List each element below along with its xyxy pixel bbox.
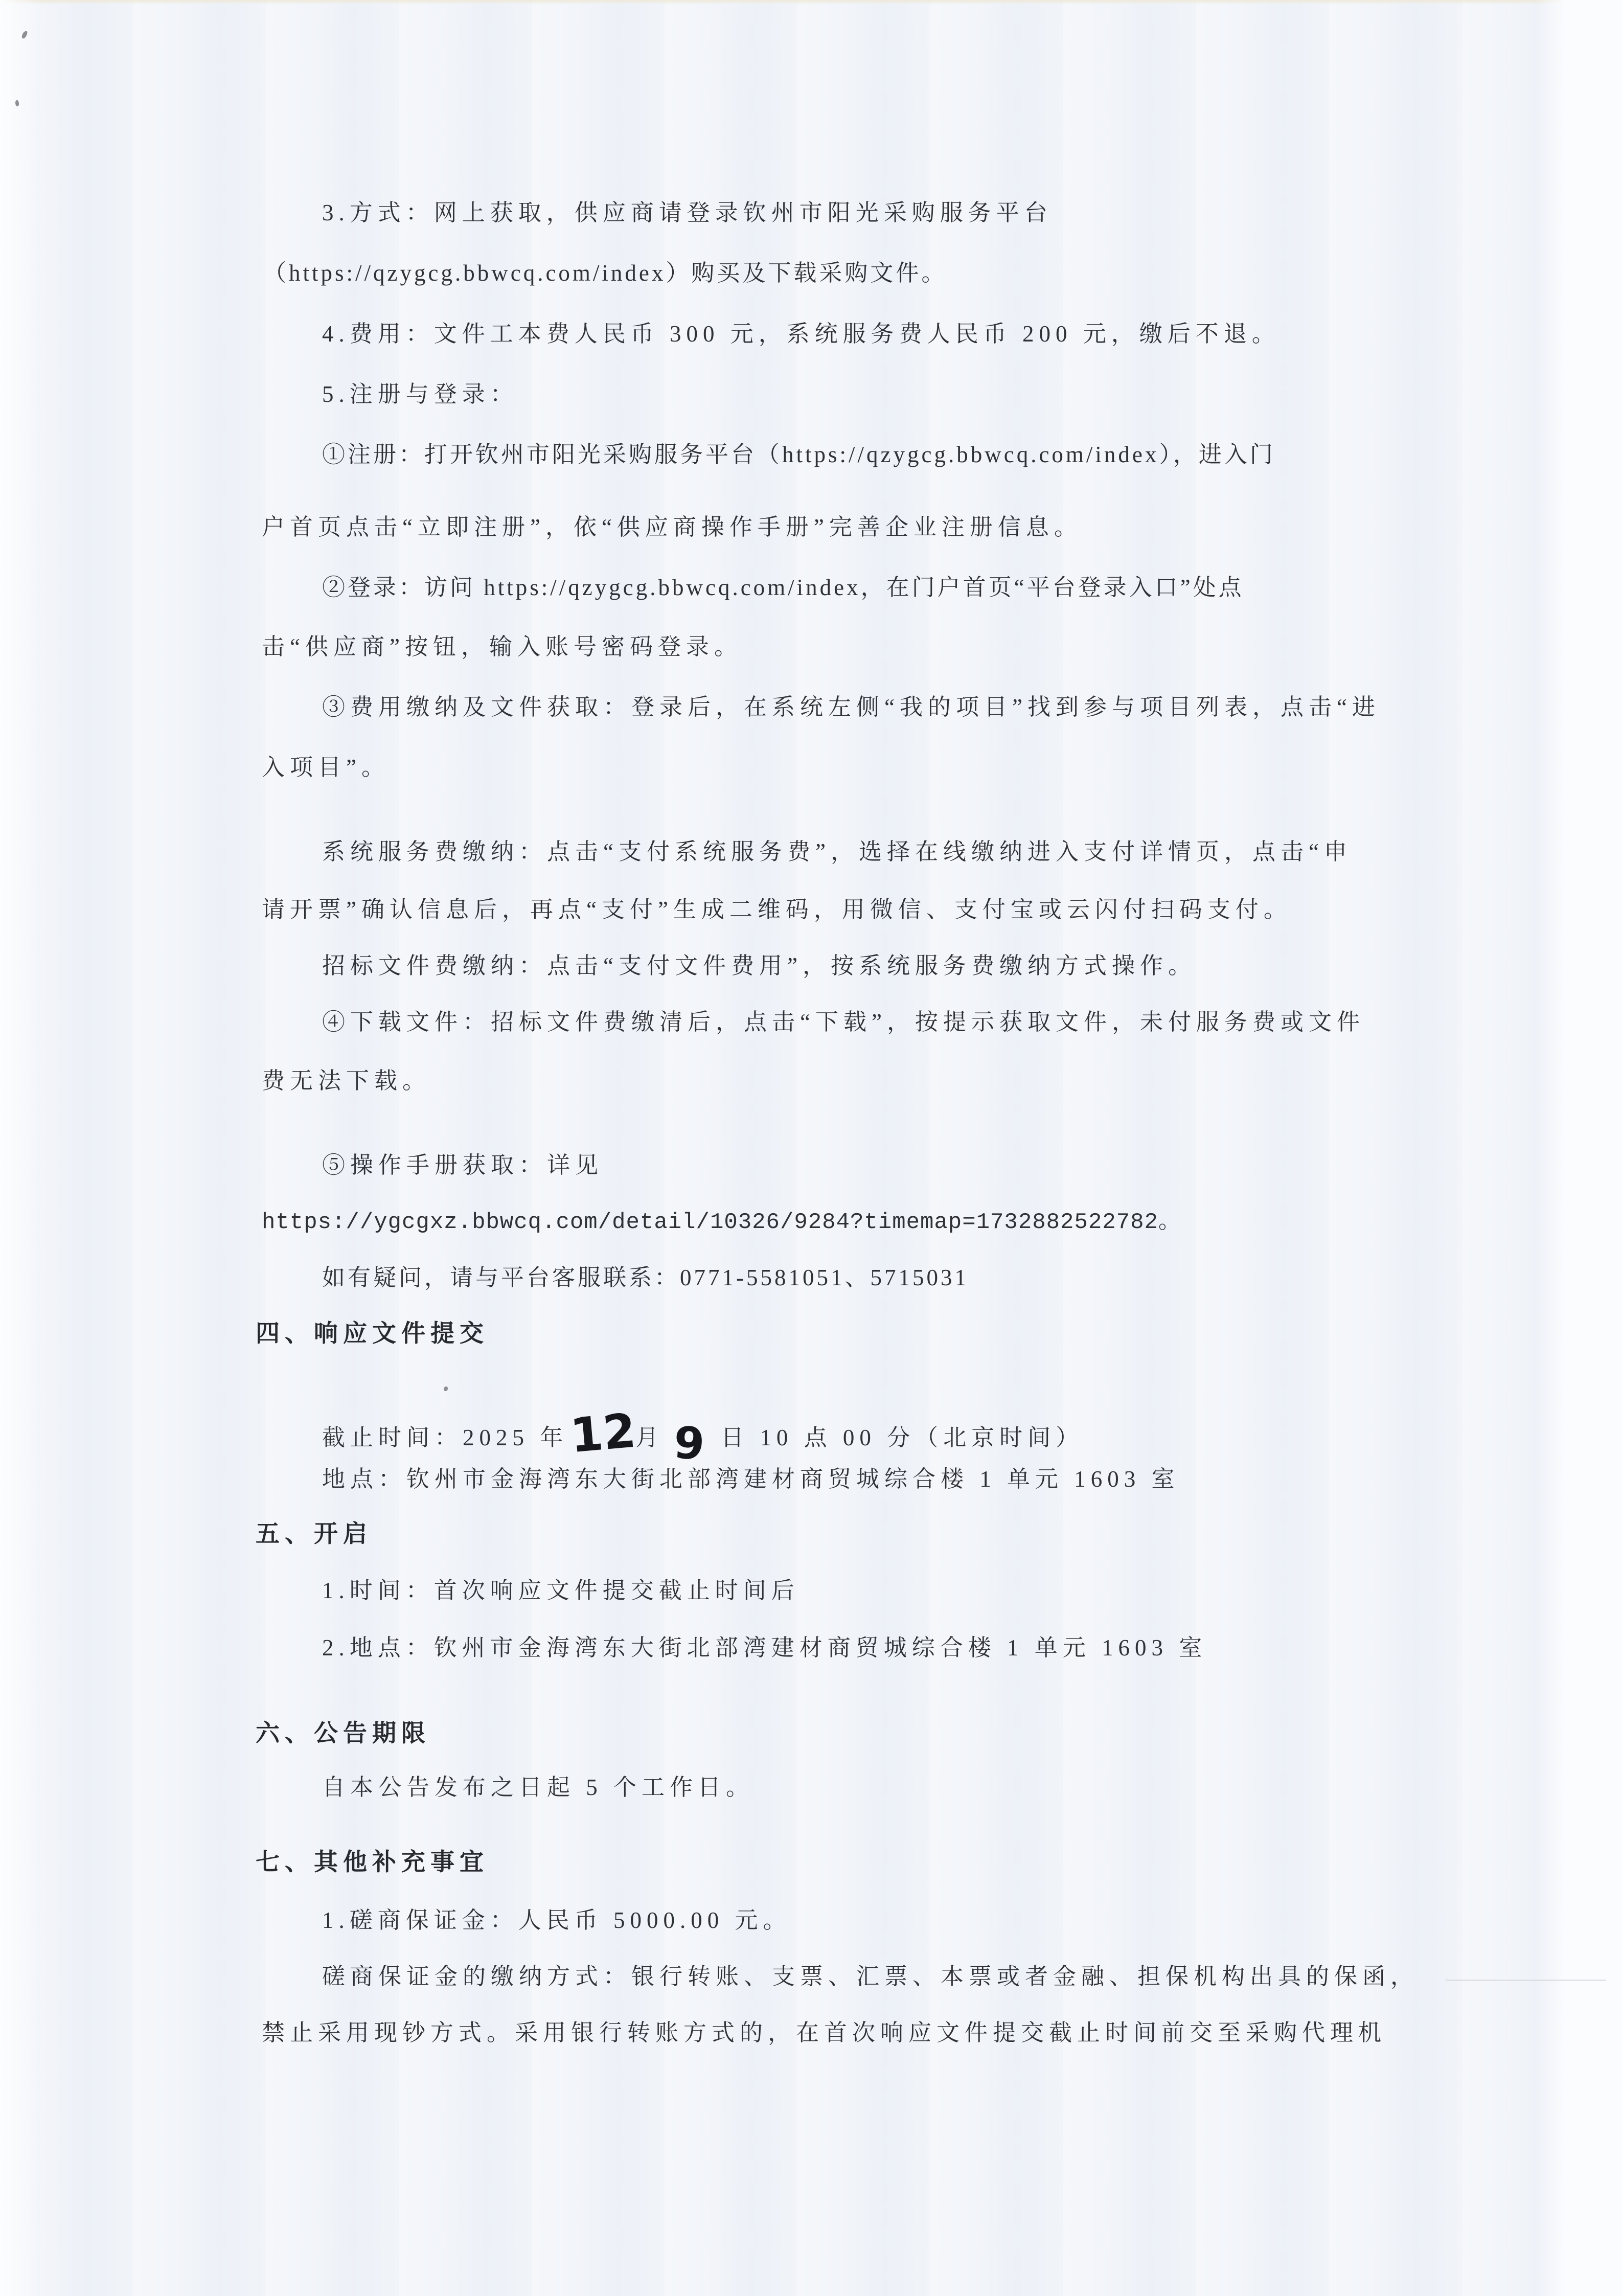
scan-fold-line (1446, 1980, 1606, 1981)
text-line: 系统服务费缴纳：点击“支付系统服务费”，选择在线缴纳进入支付详情页，点击“申 (322, 839, 1352, 865)
scan-left-edge-strip (0, 0, 41, 2296)
text-line: 3.方式：网上获取，供应商请登录钦州市阳光采购服务平台 (322, 200, 1053, 225)
text-line: 4.费用：文件工本费人民币 300 元，系统服务费人民币 200 元，缴后不退。 (322, 321, 1280, 347)
handwritten-day: 9 (672, 1417, 706, 1470)
text-line: ①注册：打开钦州市阳光采购服务平台（https://qzygcg.bbwcq.com/index），进入门 (322, 442, 1275, 467)
text-line: ②登录：访问 https://qzygcg.bbwcq.com/index，在门户首页“平台登录入口”处点 (322, 575, 1244, 600)
text-line: 禁止采用现钞方式。采用银行转账方式的，在首次响应文件提交截止时间前交至采购代理机 (262, 2020, 1387, 2045)
deadline-suffix: 日 10 点 00 分（北京时间） (721, 1425, 1084, 1450)
text-line: 费无法下载。 (262, 1068, 431, 1094)
text-line: ④下载文件：招标文件费缴清后，点击“下载”，按提示获取文件，未付服务费或文件 (322, 1009, 1365, 1035)
section-heading-5: 五、开启 (256, 1521, 372, 1548)
text-line: （https://qzygcg.bbwcq.com/index）购买及下载采购文件。 (263, 260, 947, 286)
manual-url-line: https://ygcgxz.bbwcq.com/detail/10326/9284?timemap=1732882522782。 (262, 1210, 1181, 1235)
scan-speck (444, 1386, 448, 1391)
scan-right-edge-strip (1535, 0, 1622, 2296)
section-heading-6: 六、公告期限 (256, 1720, 430, 1747)
deadline-month-unit: 月 (635, 1425, 664, 1450)
text-line: 请开票”确认信息后，再点“支付”生成二维码，用微信、支付宝或云闪付扫码支付。 (262, 897, 1292, 922)
support-phone-line: 如有疑问，请与平台客服联系：0771-5581051、5715031 (322, 1265, 969, 1290)
section-heading-7: 七、其他补充事宜 (256, 1849, 489, 1876)
scan-top-edge (0, 0, 1622, 5)
text-line: 入项目”。 (262, 755, 390, 780)
text-line: 5.注册与登录： (322, 381, 518, 407)
text-line: 自本公告发布之日起 5 个工作日。 (322, 1775, 755, 1800)
text-line: 1.时间：首次响应文件提交截止时间后 (322, 1578, 799, 1603)
deadline-line (322, 1403, 1084, 1470)
text-line: 击“供应商”按钮，输入账号密码登录。 (262, 634, 742, 660)
text-line: 1.磋商保证金：人民币 5000.00 元。 (322, 1907, 791, 1933)
text-line: 2.地点：钦州市金海湾东大街北部湾建材商贸城综合楼 1 单元 1603 室 (322, 1635, 1207, 1661)
text-line: 磋商保证金的缴纳方式：银行转账、支票、汇票、本票或者金融、担保机构出具的保函， (322, 1964, 1419, 1989)
text-line: 户首页点击“立即注册”，依“供应商操作手册”完善企业注册信息。 (262, 514, 1082, 540)
text-line: ③费用缴纳及文件获取：登录后，在系统左侧“我的项目”找到参与项目列表，点击“进 (322, 694, 1380, 720)
handwritten-month: 12 (568, 1403, 638, 1464)
text-line: ⑤操作手册获取：详见 (322, 1152, 604, 1178)
text-line: 招标文件费缴纳：点击“支付文件费用”，按系统服务费缴纳方式操作。 (322, 953, 1196, 979)
section-heading-4: 四、响应文件提交 (256, 1321, 489, 1347)
deadline-prefix: 截止时间：2025 年 (322, 1425, 568, 1450)
text-line: 地点：钦州市金海湾东大街北部湾建材商贸城综合楼 1 单元 1603 室 (322, 1466, 1180, 1492)
